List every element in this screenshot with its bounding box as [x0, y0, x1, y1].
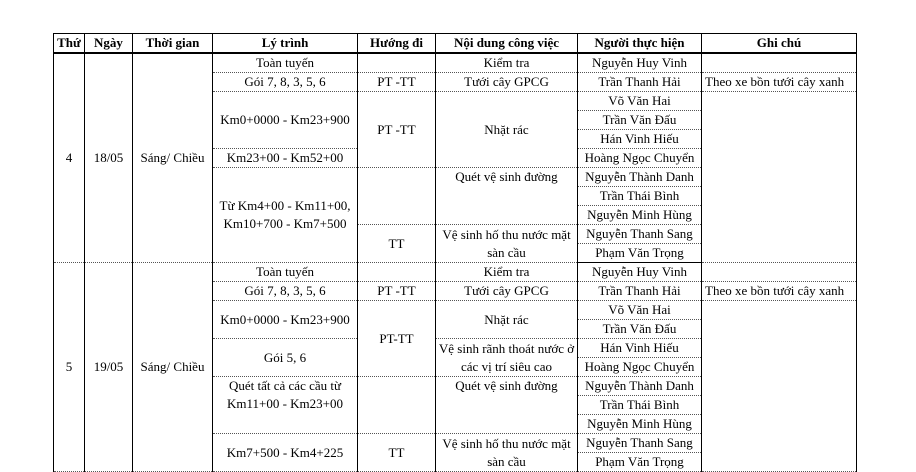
cell-ly-trinh: Km0+0000 - Km23+900	[213, 301, 358, 339]
cell-ngay: 19/05	[85, 263, 133, 472]
cell-huong-di: PT-TT	[358, 301, 436, 377]
cell-ghi-chu	[702, 53, 857, 73]
cell-noi-dung: Vệ sinh hố thu nước mặt sàn cầu	[436, 434, 578, 472]
cell-noi-dung: Vệ sinh rãnh thoát nước ở các vị trí siêu cao	[436, 339, 578, 377]
table-row	[54, 263, 857, 282]
cell-noi-dung: Kiểm tra	[436, 53, 578, 73]
cell-nguoi: Nguyễn Thành Danh	[578, 377, 702, 396]
cell-nguoi: Phạm Văn Trọng	[578, 453, 702, 472]
cell-nguoi: Hoàng Ngọc Chuyển	[578, 149, 702, 168]
cell-nguoi: Nguyễn Minh Hùng	[578, 206, 702, 225]
cell-noi-dung: Kiểm tra	[436, 263, 578, 282]
cell-nguoi: Nguyễn Thanh Sang	[578, 225, 702, 244]
cell-huong-di: TT	[358, 225, 436, 263]
cell-nguoi: Trần Thanh Hải	[578, 282, 702, 301]
cell-nguoi: Nguyễn Minh Hùng	[578, 415, 702, 434]
cell-noi-dung: Nhặt rác	[436, 92, 578, 168]
cell-nguoi: Phạm Văn Trọng	[578, 244, 702, 263]
cell-nguoi: Nguyễn Huy Vinh	[578, 263, 702, 282]
cell-nguoi: Trần Thanh Hải	[578, 73, 702, 92]
cell-ghi-chu	[702, 263, 857, 282]
cell-thoi-gian: Sáng/ Chiều	[133, 263, 213, 472]
header-huong-di: Hướng đi	[358, 34, 436, 54]
cell-ghi-chu: Theo xe bồn tưới cây xanh	[702, 73, 857, 92]
header-row	[54, 34, 857, 54]
work-schedule-table	[53, 33, 857, 472]
cell-ly-trinh: Km0+0000 - Km23+900	[213, 92, 358, 149]
cell-huong-di: PT -TT	[358, 282, 436, 301]
cell-ly-trinh: Gói 7, 8, 3, 5, 6	[213, 282, 358, 301]
cell-nguoi: Nguyễn Thanh Sang	[578, 434, 702, 453]
cell-huong-di	[358, 53, 436, 73]
cell-ly-trinh: Quét tất cả các cầu từ Km11+00 - Km23+00	[213, 377, 358, 434]
cell-noi-dung: Quét vệ sinh đường	[436, 168, 578, 225]
cell-ly-trinh: Km7+500 - Km4+225	[213, 434, 358, 472]
cell-huong-di	[358, 263, 436, 282]
cell-ghi-chu	[702, 301, 857, 472]
cell-nguoi: Võ Văn Hai	[578, 92, 702, 111]
cell-huong-di: TT	[358, 434, 436, 472]
cell-noi-dung: Quét vệ sinh đường	[436, 377, 578, 434]
cell-thu: 4	[54, 53, 85, 263]
header-nguoi-thuc-hien: Người thực hiện	[578, 34, 702, 54]
header-ghi-chu: Ghi chú	[702, 34, 857, 54]
cell-ly-trinh: Km23+00 - Km52+00	[213, 149, 358, 168]
table-row	[54, 53, 857, 73]
header-thu: Thứ	[54, 34, 85, 54]
cell-nguoi: Trần Văn Đấu	[578, 320, 702, 339]
cell-huong-di: PT -TT	[358, 92, 436, 168]
cell-nguoi: Hán Vinh Hiếu	[578, 130, 702, 149]
cell-ly-trinh: Toàn tuyến	[213, 263, 358, 282]
cell-ghi-chu: Theo xe bồn tưới cây xanh	[702, 282, 857, 301]
cell-nguoi: Võ Văn Hai	[578, 301, 702, 320]
cell-ly-trinh: Toàn tuyến	[213, 53, 358, 73]
header-ngay: Ngày	[85, 34, 133, 54]
cell-nguoi: Hoàng Ngọc Chuyển	[578, 358, 702, 377]
cell-nguoi: Hán Vinh Hiếu	[578, 339, 702, 358]
cell-noi-dung: Vệ sinh hố thu nước mặt sàn cầu	[436, 225, 578, 263]
cell-nguoi: Nguyễn Thành Danh	[578, 168, 702, 187]
header-thoi-gian: Thời gian	[133, 34, 213, 54]
cell-huong-di	[358, 168, 436, 225]
header-noi-dung: Nội dung công việc	[436, 34, 578, 54]
cell-nguoi: Trần Thái Bình	[578, 187, 702, 206]
header-ly-trinh: Lý trình	[213, 34, 358, 54]
cell-thoi-gian: Sáng/ Chiều	[133, 53, 213, 263]
cell-ngay: 18/05	[85, 53, 133, 263]
cell-ly-trinh: Từ Km4+00 - Km11+00, Km10+700 - Km7+500	[213, 168, 358, 263]
cell-noi-dung: Tưới cây GPCG	[436, 73, 578, 92]
cell-huong-di: PT -TT	[358, 73, 436, 92]
cell-noi-dung: Tưới cây GPCG	[436, 282, 578, 301]
cell-thu: 5	[54, 263, 85, 472]
cell-ly-trinh: Gói 7, 8, 3, 5, 6	[213, 73, 358, 92]
cell-ghi-chu	[702, 92, 857, 263]
cell-nguoi: Nguyễn Huy Vinh	[578, 53, 702, 73]
cell-huong-di	[358, 377, 436, 434]
cell-nguoi: Trần Văn Đấu	[578, 111, 702, 130]
cell-nguoi: Trần Thái Bình	[578, 396, 702, 415]
cell-noi-dung: Nhặt rác	[436, 301, 578, 339]
cell-ly-trinh: Gói 5, 6	[213, 339, 358, 377]
